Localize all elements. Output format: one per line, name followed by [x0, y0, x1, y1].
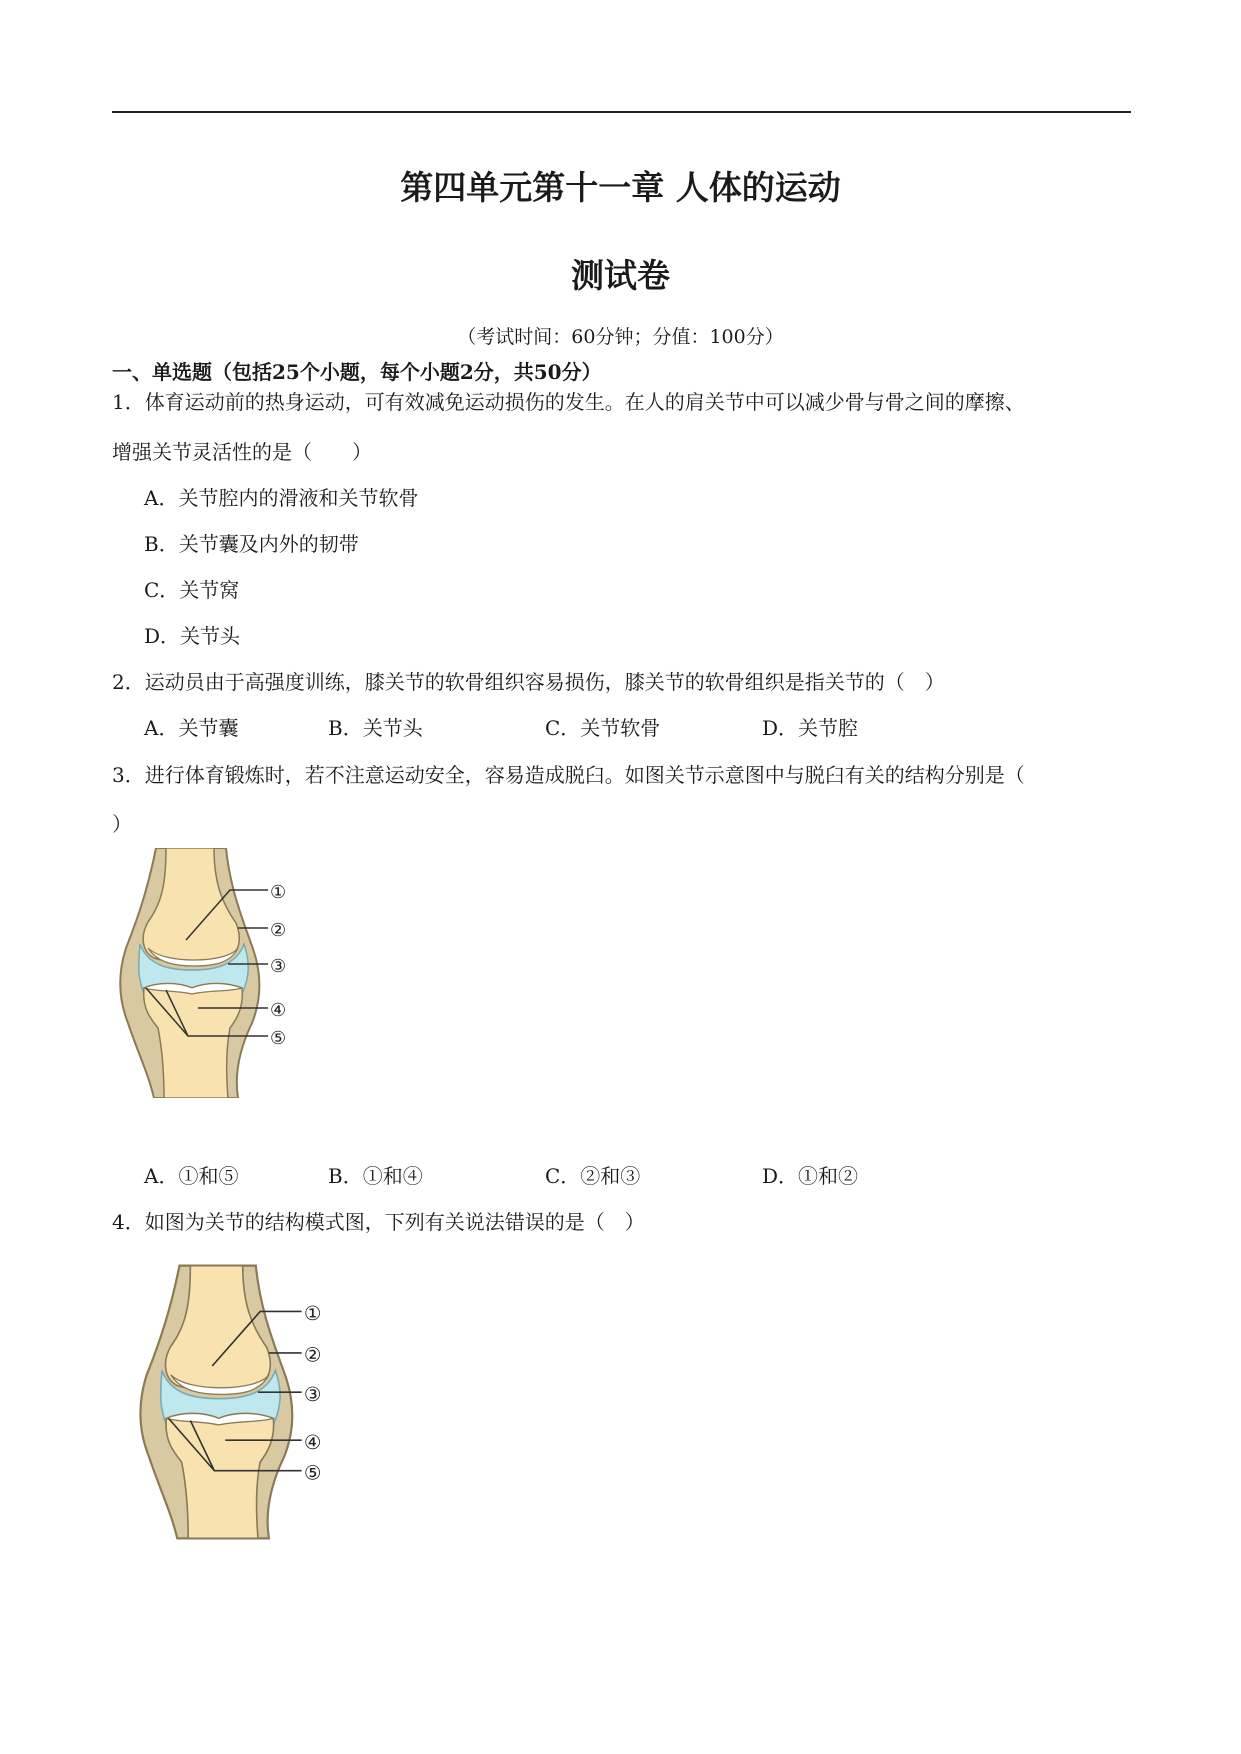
figure-label-5: ⑤	[303, 1461, 322, 1485]
question-stem: 2．运动员由于高强度训练，膝关节的软骨组织容易损伤，膝关节的软骨组织是指关节的（ ）	[112, 670, 945, 694]
question-stem-cont: 增强关节灵活性的是（ ）	[112, 440, 372, 464]
joint-diagram	[118, 848, 338, 1098]
option-b[interactable]: B．①和④	[328, 1164, 423, 1188]
option-b[interactable]: B．关节头	[328, 716, 423, 740]
question-stem: 4．如图为关节的结构模式图，下列有关说法错误的是（ ）	[112, 1210, 645, 1234]
figure-label-5: ⑤	[270, 1028, 287, 1049]
option-c[interactable]: C．关节窝	[144, 578, 240, 602]
option-d[interactable]: D．关节头	[144, 624, 241, 648]
joint-diagram	[138, 1262, 378, 1542]
question-stem: 1．体育运动前的热身运动，可有效减免运动损伤的发生。在人的肩关节中可以减少骨与骨之间的摩擦、	[112, 390, 1025, 414]
option-c[interactable]: C．②和③	[545, 1164, 641, 1188]
figure-label-3: ③	[303, 1382, 322, 1406]
question-stem-cont: ）	[112, 812, 132, 836]
figure-label-2: ②	[270, 920, 287, 941]
top-rule	[112, 111, 1131, 113]
option-d[interactable]: D．关节腔	[762, 716, 859, 740]
option-d[interactable]: D．①和②	[762, 1164, 859, 1188]
option-a[interactable]: A．关节腔内的滑液和关节软骨	[144, 486, 419, 510]
figure-label-4: ④	[303, 1430, 322, 1454]
section-heading: 一、单选题（包括25个小题，每个小题2分，共50分）	[112, 360, 602, 384]
question-stem: 3．进行体育锻炼时，若不注意运动安全，容易造成脱臼。如图关节示意图中与脱臼有关的结构分别是（	[112, 763, 1025, 787]
figure-label-1: ①	[270, 882, 287, 903]
option-b[interactable]: B．关节囊及内外的韧带	[144, 532, 359, 556]
page-title: 第四单元第十一章 人体的运动	[400, 168, 841, 207]
option-a[interactable]: A．①和⑤	[144, 1164, 239, 1188]
figure-label-2: ②	[303, 1343, 322, 1367]
option-a[interactable]: A．关节囊	[144, 716, 239, 740]
exam-info: （考试时间：60分钟；分值：100分）	[457, 326, 784, 348]
option-c[interactable]: C．关节软骨	[545, 716, 661, 740]
figure-label-4: ④	[270, 1000, 287, 1021]
figure-label-3: ③	[270, 956, 287, 977]
page-subtitle: 测试卷	[571, 256, 670, 295]
figure-label-1: ①	[303, 1302, 322, 1326]
